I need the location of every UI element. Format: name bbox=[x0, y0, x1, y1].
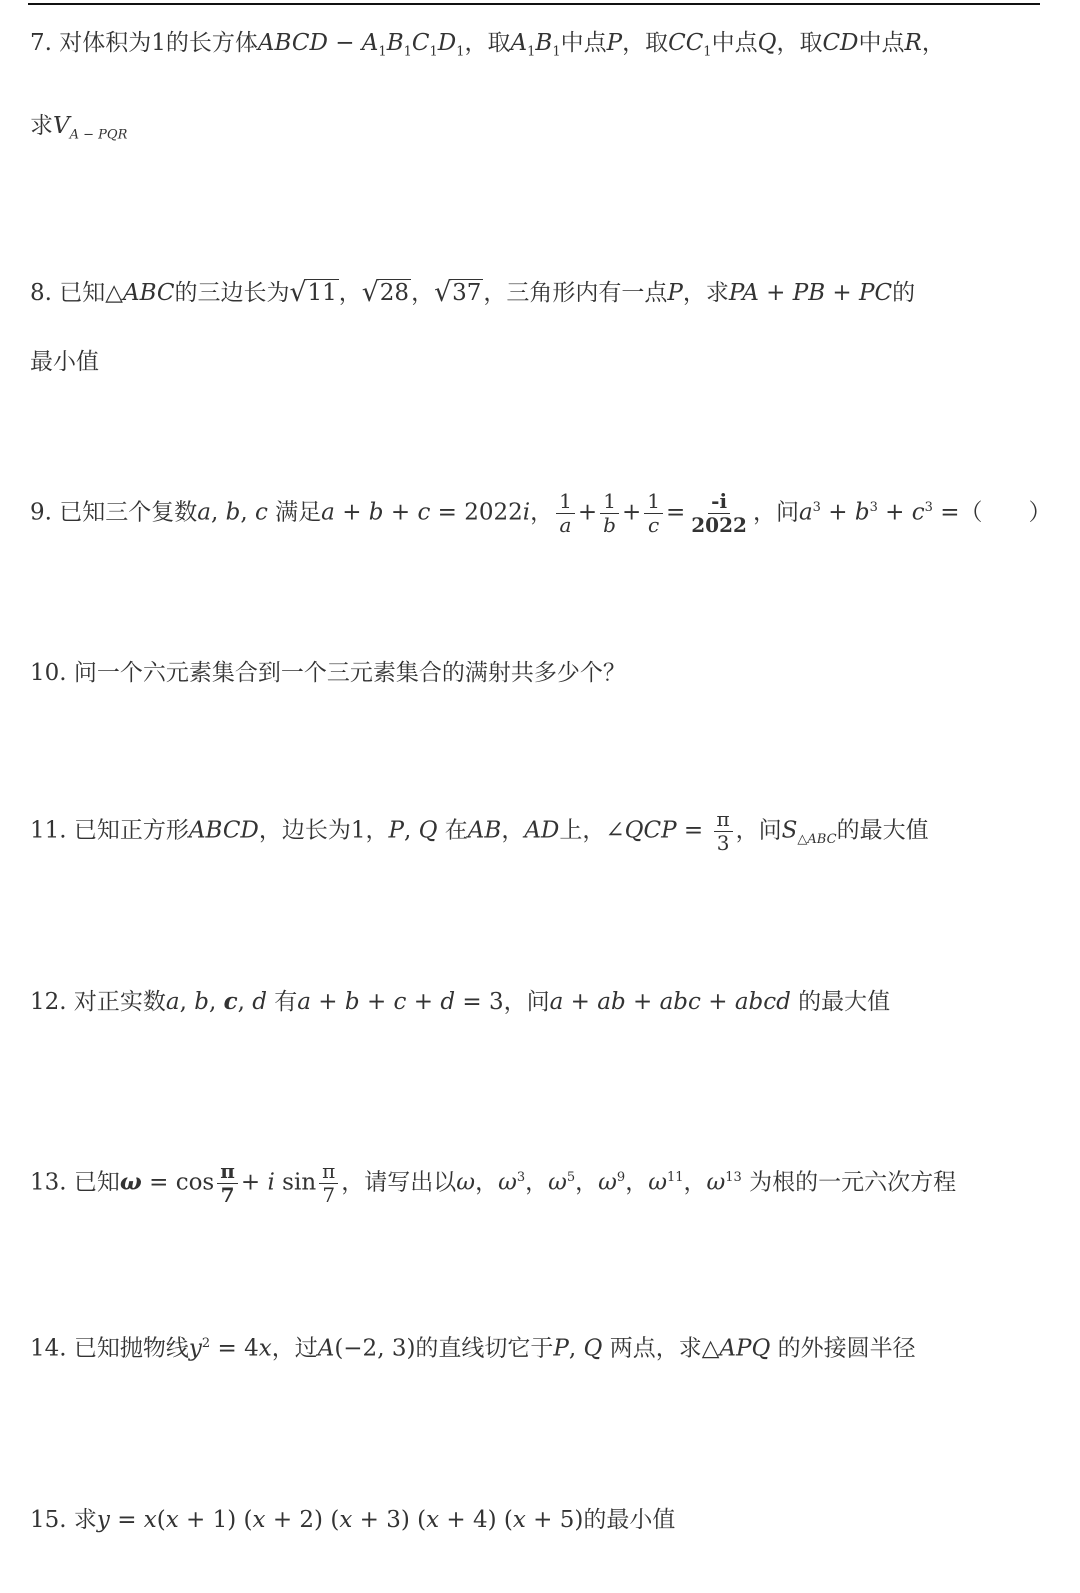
problem-13: 13. 已知ω = cos $\frac{\pi}{7}$ + i sin $\frac{\pi}{7}$ ，请写出以ω，$\omega^3$，$\omega^5$，$\omega^9$，$\omega^{11}$，$\omega^{13}$ 为根的一元六次方程 bbox=[30, 1159, 957, 1207]
frac-1-c: $\frac{1}{c}$ bbox=[644, 490, 663, 537]
frac-pi-3: $\frac{\pi}{3}$ bbox=[714, 808, 733, 855]
frac-pi-7-b: $\frac{\pi}{7}$ bbox=[319, 1160, 338, 1207]
problem-15: 15. 求y = x(x + 1) (x + 2) (x + 3) (x + 4) (x + 5)的最小值 bbox=[30, 1507, 676, 1533]
problem-8: 8. 已知△ABC的三边长为√ 11，√ 28，√ 37，三角形内有一点P，求PA + PB + PC的 bbox=[30, 282, 915, 305]
problem-8-line2: 最小值 bbox=[30, 349, 99, 375]
problem-10: 10. 问一个六元素集合到一个三元素集合的满射共多少个？ bbox=[30, 660, 626, 686]
frac-pi-7-a: $\frac{\pi}{7}$ bbox=[217, 1160, 238, 1207]
sqrt-28: √ 28 bbox=[362, 282, 411, 305]
problem-9: 9. 已知三个复数a, b, c 满足a + b + c = 2022i， $\frac{1}{a}$ + $\frac{1}{b}$ + $\frac{1}{c}$ = $\frac{-i}{2022}$ ，问$a^3 + b^3 + c^3$ =（ ） bbox=[30, 489, 1052, 537]
problem-12: 12. 对正实数a, b, c, d 有a + b + c + d = 3，问a + ab + abc + abcd 的最大值 bbox=[30, 988, 891, 1015]
frac-1-b: $\frac{1}{b}$ bbox=[600, 490, 619, 537]
problem-11: 11. 已知正方形ABCD，边长为1，P, Q 在AB，AD上，∠QCP = $\frac{\pi}{3}$ ，问$S_{\triangle ABC}$的最大值 bbox=[30, 807, 929, 855]
frac-i-2022: $\frac{-i}{2022}$ bbox=[691, 489, 747, 537]
sqrt-37: √ 37 bbox=[434, 282, 483, 305]
problem-14: 14. 已知抛物线$y^2 = 4x$，过A(−2, 3)的直线切它于P, Q 两点，求△APQ 的外接圆半径 bbox=[30, 1335, 916, 1362]
sqrt-11: √ 11 bbox=[290, 282, 339, 305]
top-rule bbox=[28, 3, 1040, 5]
problem-7: 7. 对体积为1的长方体ABCD − $A_1B_1C_1D_1$，取$A_1B_1$中点P，取$CC_1$中点Q，取CD中点R， bbox=[30, 30, 945, 60]
problem-7-line2: 求$V_{A - PQR}$ bbox=[30, 113, 128, 143]
frac-1-a: $\frac{1}{a}$ bbox=[556, 490, 575, 537]
